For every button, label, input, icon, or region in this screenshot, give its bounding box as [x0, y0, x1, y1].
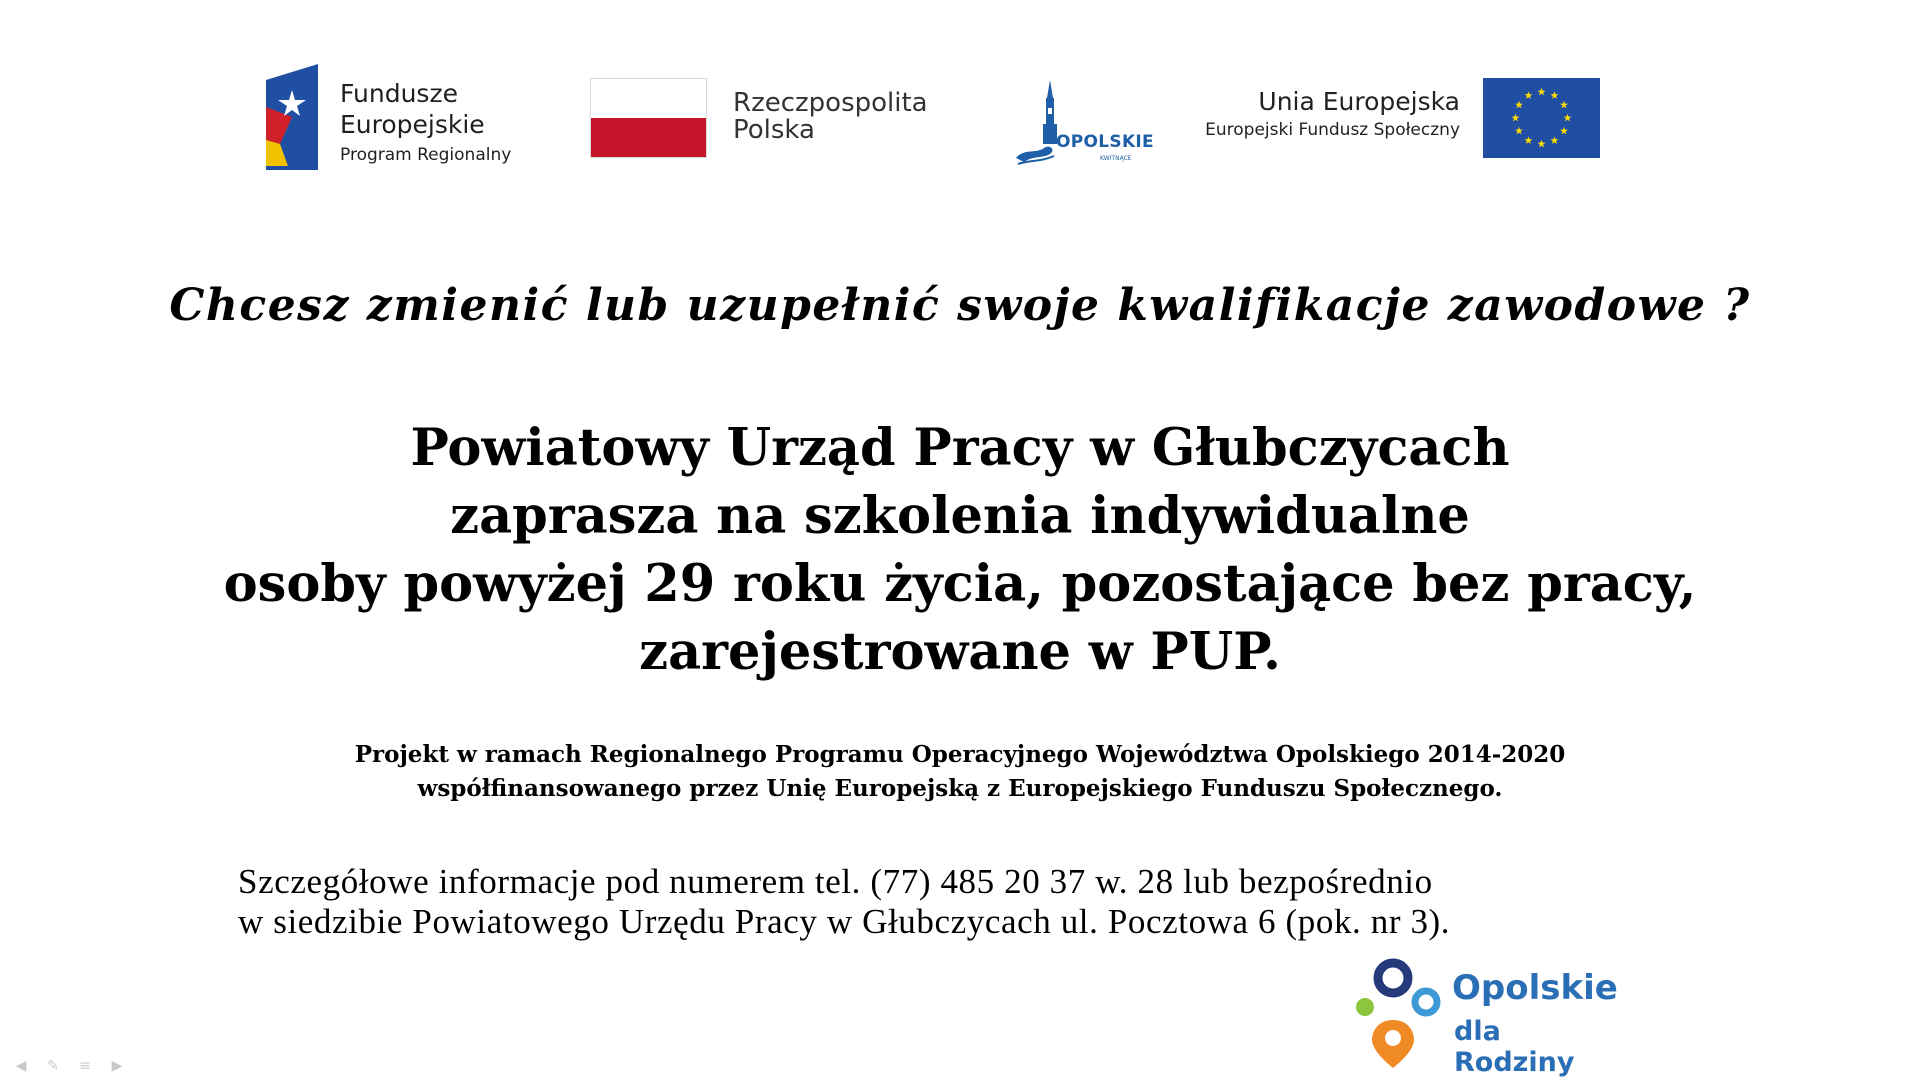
pen-icon[interactable]: ✎ — [47, 1058, 59, 1074]
eu-star-icon — [1515, 127, 1523, 135]
opolskie-tower-icon — [1010, 78, 1160, 178]
eu-star-icon — [1560, 127, 1568, 135]
eu-star-icon — [1560, 101, 1568, 109]
fundusze-europejskie-emblem-icon — [264, 62, 324, 172]
eu-star-icon — [1551, 91, 1559, 99]
opolskie-kwitnace-logo — [1010, 78, 1160, 178]
rzeczpospolita-polska-logo — [590, 78, 970, 168]
project-line2: współfinansowanego przez Unię Europejską z Europejskiego Funduszu Społecznego. — [417, 775, 1503, 802]
opolskie-dla-rodziny-logo — [1348, 950, 1628, 1078]
invitation-line2: zaprasza na szkolenia indywidualne — [450, 486, 1470, 546]
project-info — [0, 738, 1920, 806]
prev-arrow-icon[interactable]: ◀ — [15, 1058, 27, 1074]
polska-line2: Polska — [733, 115, 815, 145]
unia-europejska-logo — [1200, 78, 1600, 168]
ue-line2: Europejski Fundusz Społeczny — [1205, 120, 1460, 140]
fundusze-line1: Fundusze — [340, 79, 458, 108]
ue-line1: Unia Europejska — [1258, 87, 1460, 116]
polska-line1: Rzeczpospolita — [733, 88, 928, 118]
rodziny-line1: Opolskie — [1452, 968, 1618, 1008]
contact-line2: w siedzibie Powiatowego Urzędu Pracy w Głubczycach ul. Pocztowa 6 (pok. nr 3). — [238, 902, 1451, 941]
eu-star-icon — [1564, 114, 1572, 122]
project-line1: Projekt w ramach Regionalnego Programu Operacyjnego Województwa Opolskiego 2014-2020 — [354, 741, 1566, 768]
eu-star-icon — [1525, 136, 1533, 144]
next-arrow-icon[interactable]: ▶ — [111, 1058, 123, 1074]
invitation-line1: Powiatowy Urząd Pracy w Głubczycach — [410, 418, 1510, 478]
eu-flag-icon — [1483, 78, 1600, 158]
eu-star-icon — [1525, 91, 1533, 99]
eu-star-icon — [1538, 88, 1546, 96]
fundusze-line2: Europejskie — [340, 110, 485, 139]
logo-bar — [240, 50, 1640, 210]
contact-line1: Szczegółowe informacje pod numerem tel. (77) 485 20 37 w. 28 lub bezpośrednio — [238, 862, 1433, 901]
eu-star-icon — [1515, 101, 1523, 109]
invitation-line3: osoby powyżej 29 roku życia, pozostające bez pracy, — [223, 554, 1697, 614]
eu-star-icon — [1512, 114, 1520, 122]
invitation-line4: zarejestrowane w PUP. — [639, 622, 1281, 682]
eu-star-icon — [1551, 136, 1559, 144]
opolskie-dla-rodziny-emblem-icon — [1348, 950, 1448, 1075]
contact-info — [238, 862, 1738, 942]
fundusze-line3: Program Regionalny — [340, 145, 512, 165]
eu-star-icon — [1538, 140, 1546, 148]
question-heading: Chcesz zmienić lub uzupełnić swoje kwalifikacje zawodowe ? — [169, 280, 1751, 331]
polish-flag-icon — [590, 78, 707, 158]
opolskie-sub: KWITNĄCE — [1100, 155, 1132, 162]
menu-icon[interactable]: ≡ — [79, 1058, 91, 1074]
invitation-block — [0, 414, 1920, 686]
rodziny-line2: dla Rodziny — [1454, 1016, 1575, 1078]
slideshow-nav — [10, 1058, 128, 1076]
fundusze-europejskie-logo — [264, 62, 564, 182]
opolskie-name: OPOLSKIE — [1056, 132, 1154, 152]
